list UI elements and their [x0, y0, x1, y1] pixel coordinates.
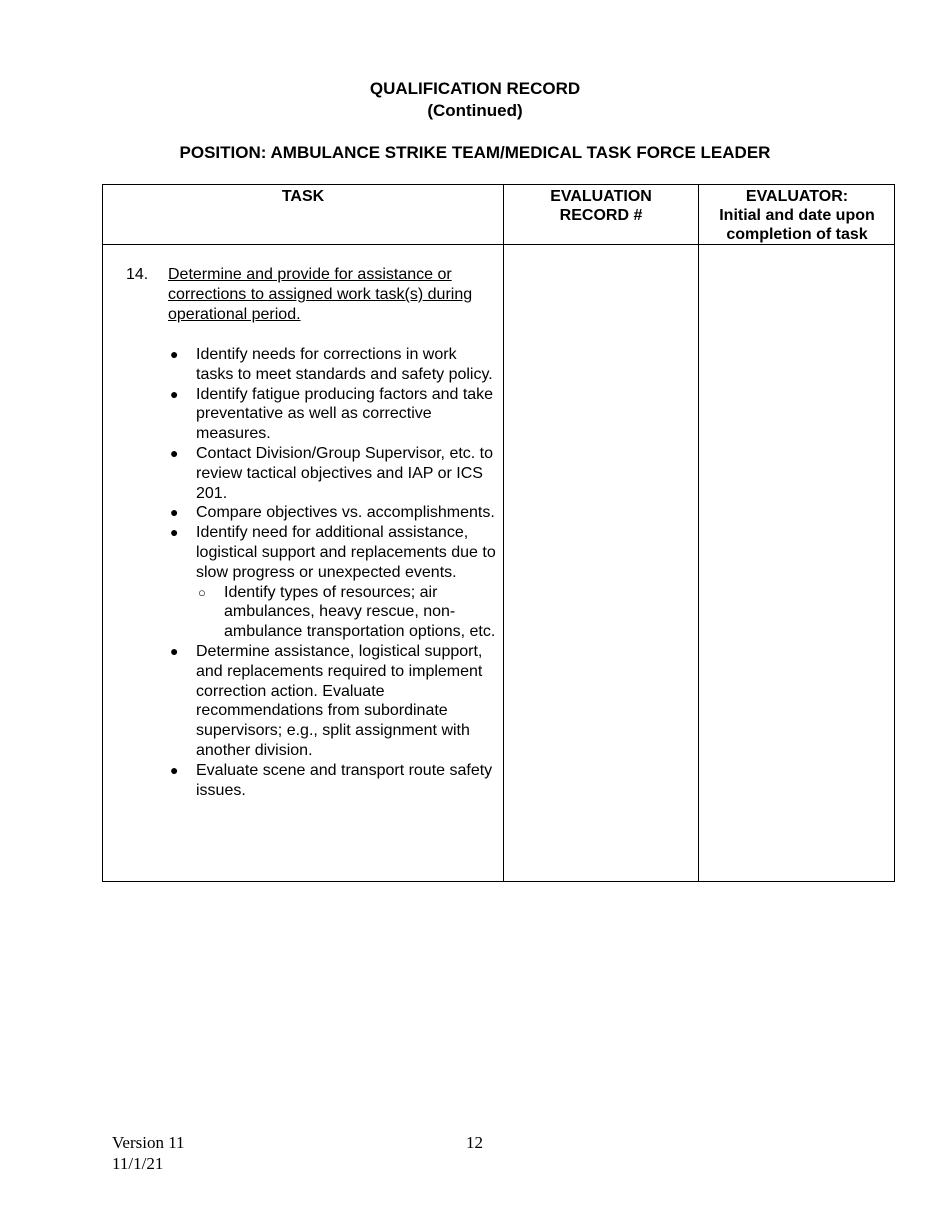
list-item: ● Compare objectives vs. accomplishments.: [170, 504, 495, 522]
list-item: ● Evaluate scene and transport route safety issues.: [170, 761, 493, 799]
position-heading: POSITION: AMBULANCE STRIKE TEAM/MEDICAL TASK FORCE LEADER: [179, 143, 771, 162]
evaluation-record-column-header: EVALUATION RECORD #: [550, 188, 652, 224]
list-item: ● Identify fatigue producing factors and take preventative as well as corrective measures.: [170, 385, 494, 443]
document-title: QUALIFICATION RECORD: [369, 79, 581, 98]
page-number: 12: [466, 1133, 483, 1152]
task-number: 14.: [126, 266, 149, 283]
task-description: Determine and provide for assistance or corrections to assigned work task(s) during operational period.: [168, 266, 473, 323]
bullet-icon: ●: [170, 385, 179, 402]
list-item: ● Identify need for additional assistance, logistical support and replacements due to slow progress or unexpected events. ○ Identify types of resources; air ambulances, heavy rescue, non-ambulance transportation options, etc.: [168, 523, 498, 642]
task-column-header: TASK: [281, 188, 325, 205]
column-divider: [503, 185, 504, 881]
sub-list-item: ○ Identify types of resources; air ambulances, heavy rescue, non-ambulance transportation options, etc.: [198, 583, 496, 641]
bullet-icon: ●: [170, 504, 179, 521]
header-divider: [103, 244, 894, 245]
qualification-table: [102, 184, 895, 882]
bullet-icon: ●: [170, 524, 179, 541]
footer-version: Version 11: [112, 1133, 185, 1152]
task-bullet-list: [168, 345, 498, 800]
bullet-icon: ●: [170, 761, 179, 778]
column-divider: [698, 185, 699, 881]
sub-bullet-list: [196, 583, 498, 642]
list-item: ● Contact Division/Group Supervisor, etc. to review tactical objectives and IAP or ICS 201.: [170, 444, 494, 502]
footer-date: 11/1/21: [112, 1154, 164, 1173]
bullet-icon: ●: [170, 444, 179, 461]
evaluator-column-header: EVALUATOR: Initial and date upon completion of task: [719, 188, 875, 243]
bullet-icon: ●: [170, 642, 179, 659]
bullet-icon: ●: [170, 346, 179, 362]
hollow-bullet-icon: ○: [198, 584, 206, 600]
list-item: ● Determine assistance, logistical support, and replacements required to implement correction action. Evaluate recommendations from subordinate supervisors; e.g., split assignment with another division.: [170, 642, 483, 759]
document-subtitle: (Continued): [427, 101, 523, 120]
list-item: ● Identify needs for corrections in work tasks to meet standards and safety policy.: [170, 346, 493, 383]
